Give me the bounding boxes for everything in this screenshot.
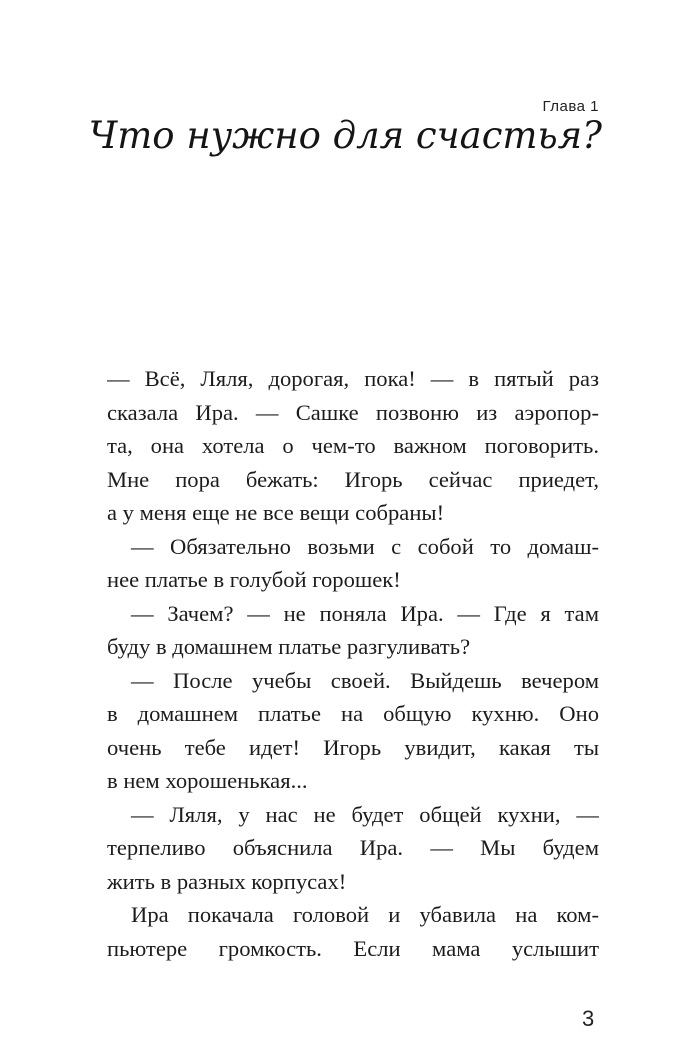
text-line: нее платье в голубой горошек! [107,567,401,592]
text-line: буду в домашнем платье разгуливать? [107,634,471,659]
page-number: 3 [582,1006,595,1031]
chapter-label: Глава 1 [542,98,599,115]
text-line: — Всё, Ляля, дорогая, пока! — в пятый раз [107,366,599,391]
text-line: — Зачем? — не поняла Ира. — Где я там [131,600,599,626]
chapter-title: Что нужно для счастья? [88,114,602,157]
text-line: в нем хорошенькая... [107,768,308,793]
text-line: Мне пора бежать: Игорь сейчас приедет, [107,466,599,492]
text-line: — Ляля, у нас не будет общей кухни, — [131,801,599,827]
text-line: в домашнем платье на общую кухню. Оно [107,701,599,726]
text-line: пьютере громкость. Если мама услышит [107,935,599,961]
text-line: жить в разных корпусах! [107,868,347,894]
text-line: сказала Ира. — Сашке позвоню из аэропор- [107,399,599,425]
body-text [107,362,599,965]
text-line: а у меня еще не все вещи собраны! [107,500,445,525]
text-line: Ира покачала головой и убавила на ком- [131,902,599,927]
text-line: очень тебе идет! Игорь увидит, какая ты [107,734,599,760]
text-line: — Обязательно возьми с собой то домаш- [131,533,599,559]
text-line: терпеливо объяснила Ира. — Мы будем [107,835,599,860]
text-line: та, она хотела о чем-то важном поговорить. [107,433,599,458]
text-line: — После учебы своей. Выйдешь вечером [131,667,599,693]
